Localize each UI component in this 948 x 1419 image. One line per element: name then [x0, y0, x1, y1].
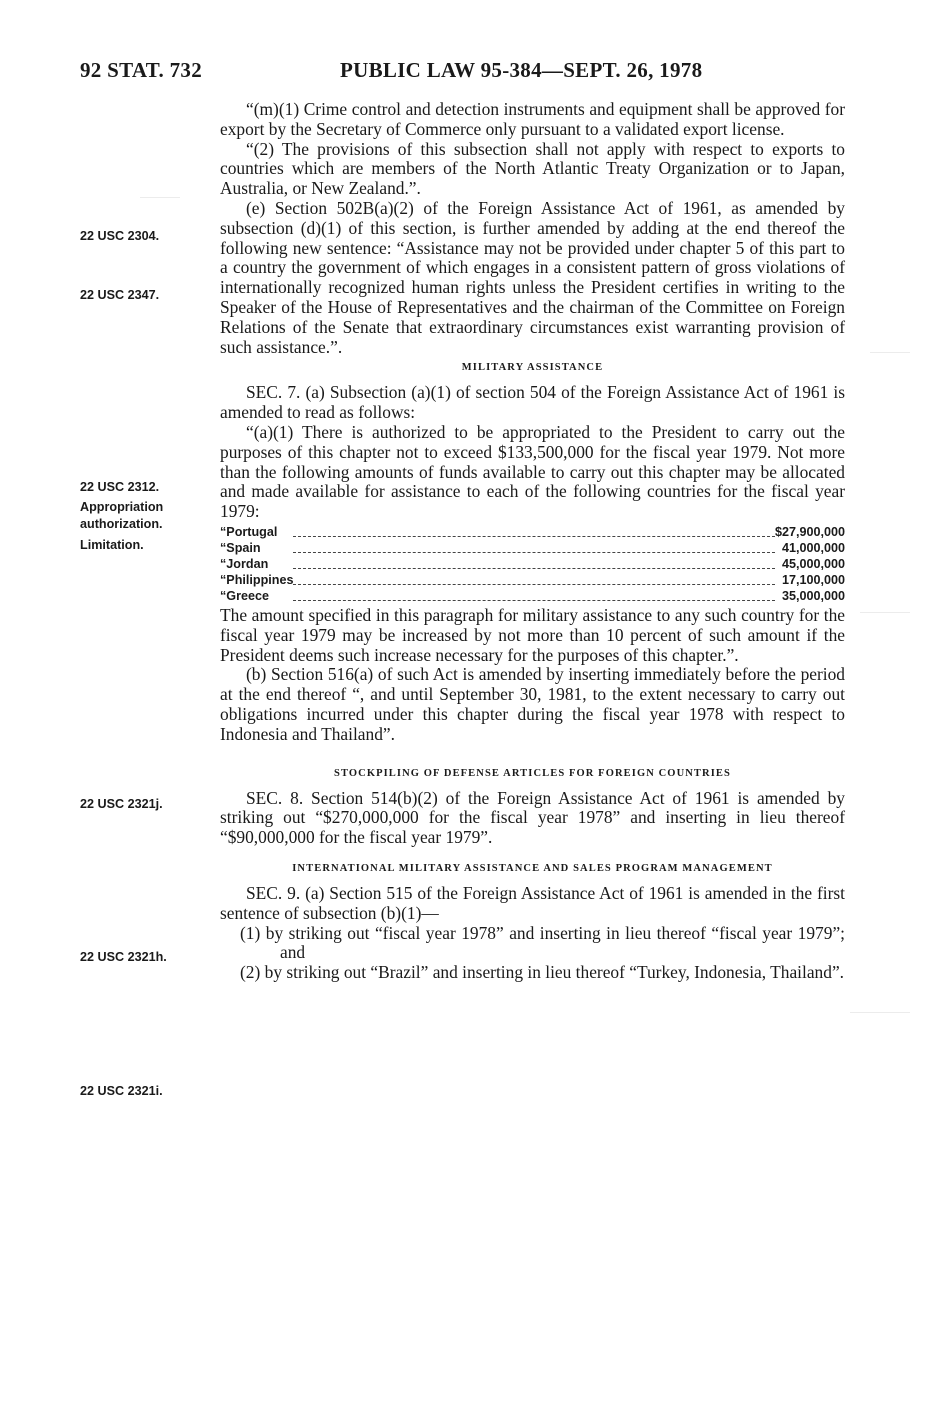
- paragraph-sec7: SEC. 7. (a) Subsection (a)(1) of section 504 of the Foreign Assistance Act of 1961 is amended to read as follows:: [220, 382, 845, 423]
- leader-dots: [293, 540, 774, 556]
- allocation-country: “Spain: [220, 540, 261, 555]
- allocation-amount: $27,900,000: [774, 524, 845, 539]
- leader-dots: [293, 556, 774, 572]
- section-heading-stockpiling: STOCKPILING OF DEFENSE ARTICLES FOR FOREIGN COUNTRIES: [334, 767, 731, 779]
- allocation-country: “Philippines: [220, 572, 294, 587]
- paragraph-m1: “(m)(1) Crime control and detection instruments and equipment shall be approved for export by the Secretary of Commerce only pursuant to a validated export license.: [220, 99, 845, 139]
- paragraph-e: (e) Section 502B(a)(2) of the Foreign Assistance Act of 1961, as amended by subsection (d)(1) of this section, is further amended by adding at the end thereof the following new sentence: “Assistance may not be provided under chapter 5 of this part to a country the government of which engages in a consistent pattern of gross violations of internationally recognized human rights unless the President certifies in writing to the Speaker of the House of Representatives and the chairman of the Committee on Foreign Relations of the Senate that extraordinary circumstances exist warranting provision of such assistance.”.: [220, 197, 845, 357]
- bleed-through-mark: [870, 340, 910, 353]
- margin-note-usc-2321j: 22 USC 2321j.: [80, 797, 163, 811]
- allocation-country: “Greece: [220, 588, 270, 603]
- section-heading-military-assistance: MILITARY ASSISTANCE: [461, 362, 604, 374]
- margin-note-appropriation: Appropriation authorization.: [80, 500, 164, 531]
- paragraph-sec7-b: (b) Section 516(a) of such Act is amended by inserting immediately before the period at the end thereof “, and until September 30, 1981, to the extent necessary to carry out obligations incurred under this chapter during the fiscal year 1978 with respect to Indonesia and Thailand”.: [220, 664, 845, 744]
- margin-note-usc-2321h: 22 USC 2321h.: [80, 950, 167, 964]
- allocation-row: [220, 540, 845, 556]
- margin-note-usc-2312: 22 USC 2312.: [80, 480, 160, 494]
- allocation-country: “Portugal: [220, 524, 278, 539]
- list-item-text: (2) by striking out “Brazil” and inserting in lieu thereof “Turkey, Indonesia, Thailand”.: [240, 962, 845, 983]
- running-header: PUBLIC LAW 95-384—SEPT. 26, 1978: [340, 58, 703, 82]
- allocation-country: “Jordan: [220, 556, 269, 571]
- bleed-through-mark: [860, 600, 910, 613]
- allocation-amount: 35,000,000: [781, 588, 845, 603]
- allocation-row: [220, 556, 845, 572]
- leader-dots: [293, 588, 774, 604]
- leader-dots: [293, 524, 774, 540]
- list-item: [220, 924, 845, 964]
- list-item-text: (1) by striking out “fiscal year 1978” and inserting in lieu thereof “fiscal year 1979”; and: [240, 922, 845, 963]
- paragraph-sec7-a1: “(a)(1) There is authorized to be appropriated to the President to carry out the purposes of this chapter not to exceed $133,500,000 for the fiscal year 1979. Not more than the following amounts of funds available to carry out this chapter may be allocated and made available for assistance to each of the following countries for the fiscal year 1979:: [220, 421, 845, 522]
- allocation-row: [220, 588, 845, 604]
- allocation-row: [220, 572, 845, 588]
- page-citation: 92 STAT. 732: [80, 58, 203, 82]
- allocation-amount: 17,100,000: [781, 572, 845, 587]
- bleed-through-mark: [850, 1000, 910, 1013]
- leader-dots: [293, 572, 774, 588]
- list-item: [220, 963, 845, 983]
- margin-note-usc-2347: 22 USC 2347.: [80, 288, 160, 302]
- allocation-amount: 41,000,000: [781, 540, 845, 555]
- paragraph-sec8: SEC. 8. Section 514(b)(2) of the Foreign Assistance Act of 1961 is amended by striking out “$270,000,000 for the fiscal year 1978” and inserting in lieu thereof “$90,000,000 for the fiscal year 1979”.: [220, 787, 845, 848]
- bleed-through-mark: [140, 185, 180, 198]
- allocation-amount: 45,000,000: [781, 556, 845, 571]
- margin-note-usc-2321i: 22 USC 2321i.: [80, 1084, 163, 1098]
- paragraph-m2: “(2) The provisions of this subsection shall not apply with respect to exports to countries which are members of the North Atlantic Treaty Organization or to Japan, Australia, or New Zealand.”.: [220, 138, 845, 199]
- paragraph-increase: The amount specified in this paragraph for military assistance to any such country for the fiscal year 1979 may be increased by not more than 10 percent of such amount if the President deems such increase necessary for the purposes of this chapter.”.: [220, 604, 845, 665]
- body-text: [220, 100, 845, 983]
- margin-note-usc-2304: 22 USC 2304.: [80, 229, 160, 243]
- section-heading-program-management: INTERNATIONAL MILITARY ASSISTANCE AND SALES PROGRAM MANAGEMENT: [292, 862, 773, 874]
- paragraph-sec9: SEC. 9. (a) Section 515 of the Foreign Assistance Act of 1961 is amended in the first sentence of subsection (b)(1)—: [220, 882, 845, 923]
- margin-note-limitation: Limitation.: [80, 538, 144, 552]
- allocation-table: [220, 524, 845, 604]
- allocation-row: [220, 524, 845, 540]
